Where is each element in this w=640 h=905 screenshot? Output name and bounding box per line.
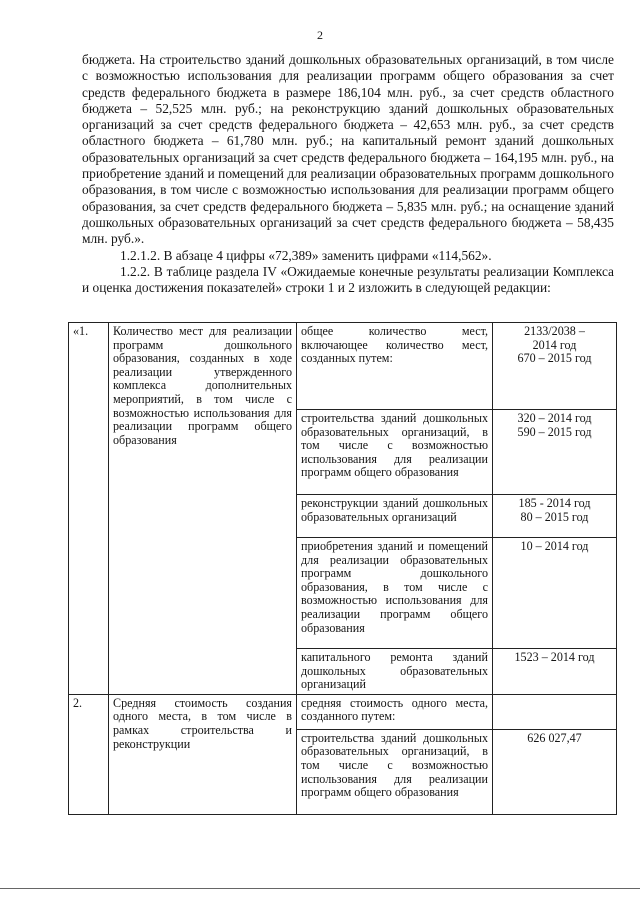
- indicator-item: строительства зданий дошкольных образовательных организаций, в том числе с возможностью использования для реализации программ общего образования: [297, 410, 493, 495]
- indicator-name: Количество мест для реализации программ дошкольного образования, созданных в ходе реализации утвержденного комплекса дополнительных мероприятий, в том числе с возможностью использования для реализации программ общего образования: [109, 323, 297, 695]
- indicator-value: [493, 729, 617, 814]
- value-line: 670 – 2015 год: [517, 351, 592, 366]
- indicator-value: [493, 649, 617, 695]
- row-number: 2.: [69, 694, 109, 814]
- indicator-item: реконструкции зданий дошкольных образовательных организаций: [297, 495, 493, 538]
- indicator-item: строительства зданий дошкольных образовательных организаций, в том числе с возможностью использования для реализации программ общего образования: [297, 729, 493, 814]
- indicator-value: [493, 410, 617, 495]
- paragraph-1-2-2: 1.2.2. В таблице раздела IV «Ожидаемые конечные результаты реализации Комплекса и оценка достижения показателей» строки 1 и 2 изложить в следующей редакции:: [82, 263, 614, 296]
- value-line: 626 027,47: [527, 730, 582, 745]
- results-table: [68, 322, 617, 815]
- indicator-item: приобретения зданий и помещений для реализации образовательных программ дошкольного образования, в том числе с возможностью использования для реализации программ общего образования: [297, 538, 493, 649]
- indicator-value: [493, 323, 617, 410]
- body-text: [82, 52, 614, 296]
- value-line: 320 – 2014 год: [517, 411, 592, 425]
- indicator-item: капитального ремонта зданий дошкольных образовательных организаций: [297, 649, 493, 695]
- indicator-item: общее количество мест, включающее количество мест, созданных путем:: [297, 323, 493, 410]
- value-line: 590 – 2015 год: [517, 424, 592, 439]
- value-line: 2014 год: [532, 337, 577, 352]
- table-row: [69, 323, 617, 410]
- indicator-value: [493, 538, 617, 649]
- page-number: 2: [317, 28, 323, 42]
- value-line: 10 – 2014 год: [520, 539, 589, 553]
- paragraph-1-2-1-2: 1.2.1.2. В абзаце 4 цифры «72,389» заменить цифрами «114,562».: [120, 247, 492, 263]
- bottom-divider: [0, 888, 640, 889]
- row-number: «1.: [69, 323, 109, 695]
- paragraph-budget: бюджета. На строительство зданий дошкольных образовательных организаций, в том числе с возможностью использования для реализации программ общего образования за счет средств федерального бюджета в размере 186,104 млн. руб., за счет средств областного бюджета – 52,525 млн. руб.; на реконструкцию зданий дошкольных образовательных организаций за счет средств федерального бюджета – 42,653 млн. руб., за счет средств областного бюджета – 61,780 млн. руб.; на капитальный ремонт зданий дошкольных образовательных организаций за счет средств федерального бюджета – 164,195 млн. руб., на приобретение зданий и помещений для реализации образовательных программ дошкольного образования, в том числе с возможностью использования для реализации программ общего образования, за счет средств федерального бюджета – 5,835 млн. руб.; на оснащение зданий дошкольных образовательных организаций за счет средств федерального бюджета – 58,435 млн. руб.».: [82, 52, 614, 247]
- indicator-value: [493, 495, 617, 538]
- table-row: [69, 694, 617, 729]
- value-line: 185 - 2014 год: [518, 496, 591, 510]
- indicator-value: [493, 694, 617, 729]
- value-line: 2133/2038 –: [524, 324, 585, 338]
- indicator-name: Средняя стоимость создания одного места, в том числе в рамках строительства и реконструкции: [109, 694, 297, 814]
- value-line: 1523 – 2014 год: [514, 650, 595, 664]
- indicator-item: средняя стоимость одного места, созданного путем:: [297, 694, 493, 729]
- value-line: 80 – 2015 год: [520, 509, 589, 524]
